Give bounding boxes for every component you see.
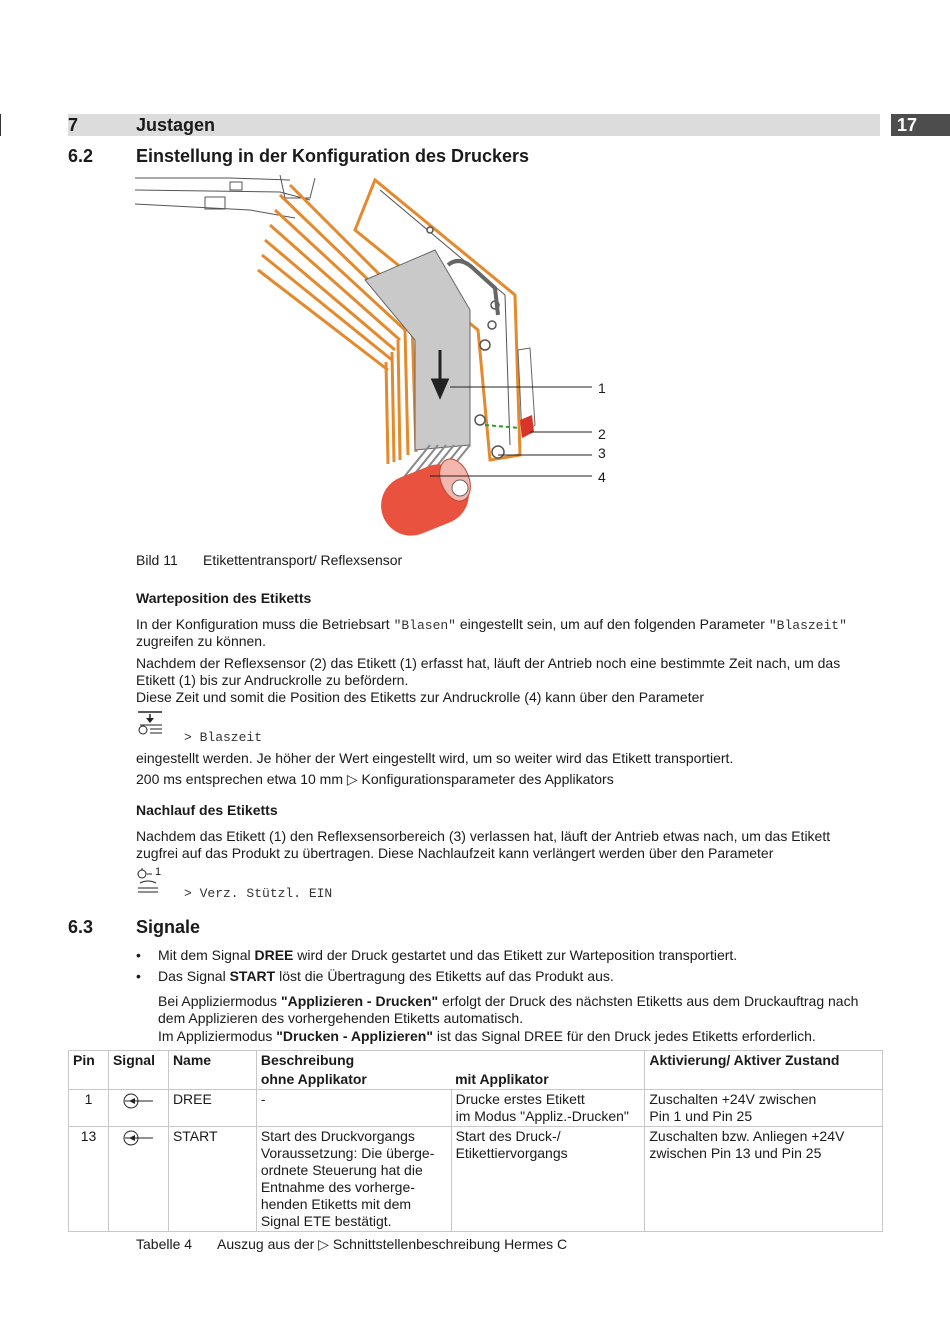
section-title-6-2: Einstellung in der Konfiguration des Druckers xyxy=(136,146,530,166)
param-blaszeit-path: > Blaszeit xyxy=(184,730,263,745)
mode-paragraph-1-line2: dem Applizieren des vorhergehenden Etiketts automatisch. xyxy=(158,1010,523,1026)
cell-name: START xyxy=(168,1127,256,1232)
cell-line: Start des Druckvorgangs xyxy=(260,1128,415,1144)
cell-line: Entnahme des vorherge- xyxy=(260,1179,415,1195)
text-run: eingestellt sein, um auf den folgenden Parameter xyxy=(456,616,769,632)
text-run: ist das Signal DREE für den Druck jedes Etiketts erforderlich. xyxy=(432,1028,816,1044)
th-name-cont xyxy=(168,1070,256,1090)
warteposition-p3: eingestellt werden. Je höher der Wert eingestellt wird, um so weiter wird das Etikett transportiert. xyxy=(136,750,734,766)
th-ohne: ohne Applikator xyxy=(256,1070,451,1090)
cell-signal xyxy=(108,1127,168,1232)
th-signal: Signal xyxy=(108,1051,168,1071)
reference-triangle-icon: ▷ xyxy=(346,771,358,787)
text-run: Das Signal xyxy=(158,968,230,984)
warteposition-p2-line2: Etikett (1) bis zur Andruckrolle zu befördern. xyxy=(136,672,409,688)
warteposition-p2-line3: Diese Zeit und somit die Position des Etiketts zur Andruckrolle (4) kann über den Parameter xyxy=(136,689,705,705)
lower-arm xyxy=(386,320,416,464)
cell-mit xyxy=(451,1127,645,1232)
signal-dree-bold: DREE xyxy=(254,947,294,963)
param-blasen: "Blasen" xyxy=(393,618,456,633)
warteposition-p1-line2: zugreifen zu können. xyxy=(136,633,266,649)
cell-aktivierung xyxy=(645,1090,883,1127)
cell-ohne xyxy=(256,1090,451,1127)
cell-line: Zuschalten bzw. Anliegen +24V xyxy=(649,1128,845,1144)
page-number: 17 xyxy=(891,114,950,136)
mode-drucken-applizieren: "Drucken - Applizieren" xyxy=(276,1028,433,1044)
cell-line: Voraussetzung: Die überge- xyxy=(260,1145,435,1161)
subheading-warteposition: Warteposition des Etiketts xyxy=(136,590,312,606)
cell-line: im Modus "Appliz.-Drucken" xyxy=(455,1108,629,1124)
cell-mit xyxy=(451,1090,645,1127)
th-mit: mit Applikator xyxy=(451,1070,645,1090)
warteposition-p4 xyxy=(136,771,614,788)
figure-caption-text: Etikettentransport/ Reflexsensor xyxy=(203,552,403,568)
applicator-figure xyxy=(130,170,630,545)
margin-tick xyxy=(0,114,1,136)
text-run: wird der Druck gestartet und das Etikett zur Warteposition transportiert. xyxy=(293,947,738,963)
section-number-6-2: 6.2 xyxy=(68,146,94,166)
text-run: löst die Übertragung des Etiketts auf das Produkt aus. xyxy=(275,968,614,984)
text-run: Konfigurationsparameter des Applikators xyxy=(357,771,614,787)
cell-pin: 1 xyxy=(69,1090,109,1127)
cell-aktivierung xyxy=(645,1127,883,1232)
callout-4: 4 xyxy=(598,469,606,485)
th-beschreibung-label: Beschreibung xyxy=(260,1052,355,1068)
input-signal-icon xyxy=(121,1091,155,1111)
th-name: Name xyxy=(168,1051,256,1071)
text-run: Im Appliziermodus xyxy=(158,1028,277,1044)
text-run: Schnittstellenbeschreibung Hermes C xyxy=(328,1236,568,1252)
nachlauf-p1-line2: zugfrei auf das Produkt zu übertragen. Diese Nachlaufzeit kann verlängert werden über den Parameter xyxy=(136,845,774,861)
subheading-nachlauf: Nachlauf des Etiketts xyxy=(136,802,278,818)
table-row xyxy=(69,1127,883,1232)
cell-line: zwischen Pin 13 und Pin 25 xyxy=(649,1145,822,1161)
warteposition-p2-line1: Nachdem der Reflexsensor (2) das Etikett (1) erfasst hat, läuft der Antrieb noch eine bestimmte Zeit nach, um das xyxy=(136,655,841,671)
param-blaszeit: "Blaszeit" xyxy=(768,618,847,633)
section-number-6-3: 6.3 xyxy=(68,917,94,937)
th-beschreibung xyxy=(256,1051,645,1071)
bullet-dot-2: • xyxy=(136,968,141,984)
cell-line: Start des Druck-/ xyxy=(455,1128,561,1144)
table-caption-label: Tabelle 4 xyxy=(136,1236,193,1252)
bullet-dot-1: • xyxy=(136,947,141,963)
cell-signal xyxy=(108,1090,168,1127)
table-header-row xyxy=(69,1051,883,1071)
signal-table xyxy=(68,1050,883,1232)
support-delay-icon-label: 1 xyxy=(155,866,162,878)
frame-lines xyxy=(135,175,315,218)
table-caption-text xyxy=(217,1236,567,1253)
chapter-number: 7 xyxy=(68,115,79,135)
th-pin: Pin xyxy=(69,1051,109,1071)
cell-ohne xyxy=(256,1127,451,1232)
th-signal-cont xyxy=(108,1070,168,1090)
section-title-6-3: Signale xyxy=(136,917,201,937)
mode-paragraph-2 xyxy=(158,1028,816,1045)
callout-2: 2 xyxy=(598,426,606,442)
table-subheader-row xyxy=(69,1070,883,1090)
cell-line: Drucke erstes Etikett xyxy=(455,1091,585,1107)
bullet-dree xyxy=(158,947,737,964)
text-run: Bei Appliziermodus xyxy=(158,993,281,1009)
cell-name: DREE xyxy=(168,1090,256,1127)
reference-triangle-icon: ▷ xyxy=(318,1236,329,1252)
text-run: 200 ms entsprechen etwa 10 mm xyxy=(136,771,347,787)
cell-line: - xyxy=(260,1091,266,1107)
cell-line: Zuschalten +24V zwischen xyxy=(649,1091,817,1107)
nachlauf-p1-line1: Nachdem das Etikett (1) den Reflexsensorbereich (3) verlassen hat, läuft der Antrieb etwas nach, um das Etikett xyxy=(136,828,831,844)
text-run: Auszug aus der xyxy=(217,1236,319,1252)
cell-line: henden Etiketts mit dem xyxy=(260,1196,412,1212)
figure-caption-label: Bild 11 xyxy=(136,552,178,568)
th-pin-cont xyxy=(69,1070,109,1090)
bullet-start xyxy=(158,968,614,985)
text-run: In der Konfiguration muss die Betriebsart xyxy=(136,616,394,632)
th-aktivierung: Aktivierung/ Aktiver Zustand xyxy=(645,1051,883,1071)
warteposition-p1 xyxy=(136,616,847,634)
table-row xyxy=(69,1090,883,1127)
chapter-title: Justagen xyxy=(136,115,216,135)
cell-line: Etikettiervorgangs xyxy=(455,1145,568,1161)
pressure-roller xyxy=(372,454,478,544)
blow-time-icon xyxy=(136,710,166,736)
callout-1: 1 xyxy=(598,380,606,396)
cell-line: Pin 1 und Pin 25 xyxy=(649,1108,753,1124)
reflex-sensor xyxy=(518,348,535,438)
cell-line: Signal ETE bestätigt. xyxy=(260,1213,392,1229)
text-run: erfolgt der Druck des nächsten Etiketts aus dem Druckauftrag nach xyxy=(438,993,859,1009)
cell-line: ordnete Steuerung hat die xyxy=(260,1162,423,1178)
input-signal-icon xyxy=(121,1128,155,1148)
text-run: Mit dem Signal xyxy=(158,947,255,963)
mode-paragraph-1 xyxy=(158,993,858,1010)
th-aktivierung-cont xyxy=(645,1070,883,1090)
mode-applizieren-drucken: "Applizieren - Drucken" xyxy=(280,993,439,1009)
callout-3: 3 xyxy=(598,445,606,461)
param-verz-stuetzl-path: > Verz. Stützl. EIN xyxy=(184,886,333,901)
signal-start-bold: START xyxy=(229,968,276,984)
cell-pin: 13 xyxy=(69,1127,109,1232)
